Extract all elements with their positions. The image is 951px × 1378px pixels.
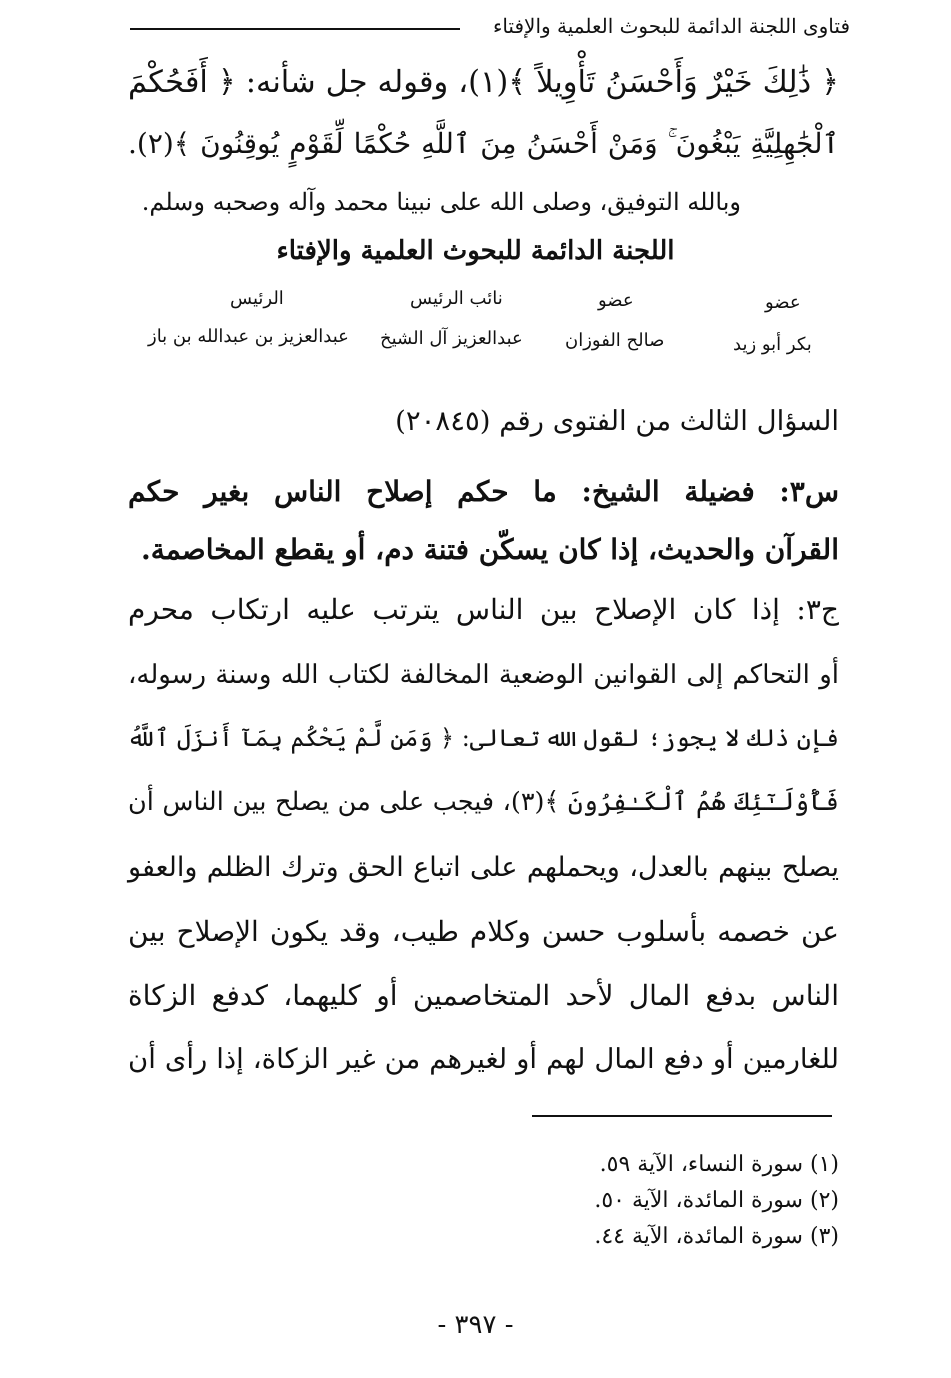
page-number: - ٣٩٧ -	[437, 1310, 514, 1340]
header-title: فتاوى اللجنة الدائمة للبحوث العلمية والإفتاء	[492, 14, 850, 38]
answer-line-2: أو التحاكم إلى القوانين الوضعية المخالفة لكتاب الله وسنة رسوله،	[128, 660, 839, 690]
role-member-1: عضو	[598, 290, 634, 311]
quran-line-1: ﴿ ذَٰلِكَ خَيْرٌ وَأَحْسَنُ تَأْوِيلاً ﴾(١)، وقوله جل شأنه: ﴿ أَفَحُكْمَ	[128, 65, 839, 100]
quran-line-2: ٱلْجَٰهِلِيَّةِ يَبْغُونَ ۚ وَمَنْ أَحْسَنُ مِنَ ٱللَّهِ حُكْمًا لِّقَوْمٍ يُوقِنُونَ ﴾(٢).	[128, 127, 839, 160]
answer-line-7: الناس بدفع المال لأحد المتخاصمين أو كليهما، كدفع الزكاة	[128, 979, 839, 1012]
answer-line-4: فَأُوْلَـٰٓئِكَ هُمُ ٱلْكَـٰفِرُونَ ﴾(٣)، فيجب على من يصلح بين الناس أن	[128, 787, 839, 817]
answer-line-3: فإن ذلك لا يجوز؛ لقول الله تعالى: ﴿ وَمَن لَّمْ يَحْكُم بِمَآ أَنزَلَ ٱللَّهُ	[127, 724, 839, 752]
footnote-separator	[532, 1115, 832, 1117]
member-name-abu-zaid: بكر أبو زيد	[733, 334, 812, 355]
answer-line-5: يصلح بينهم بالعدل، ويحملهم على اتباع الحق وترك الظلم والعفو	[128, 852, 839, 883]
header-rule	[130, 28, 460, 30]
question-line-2: القرآن والحديث، إذا كان يسكّن فتنة دم، أو يقطع المخاصمة.	[140, 533, 839, 566]
fatwa-reference: السؤال الثالث من الفتوى رقم (٢٠٨٤٥)	[395, 405, 839, 437]
answer-line-8: للغارمين أو دفع المال لهم أو لغيرهم من غير الزكاة، إذا رأى أن	[128, 1043, 839, 1075]
answer-line-1: ج٣: إذا كان الإصلاح بين الناس يترتب عليه ارتكاب محرم	[128, 593, 839, 626]
role-vice-president: نائب الرئيس	[410, 288, 503, 309]
footnote-1: (١) سورة النساء، الآية ٥٩.	[599, 1152, 839, 1177]
role-president: الرئيس	[230, 288, 284, 309]
closing-line: وبالله التوفيق، وصلى الله على نبينا محمد وآله وصحبه وسلم.	[141, 188, 741, 216]
footnote-3: (٣) سورة المائدة، الآية ٤٤.	[594, 1224, 839, 1249]
role-member-2: عضو	[765, 292, 801, 313]
answer-line-6: عن خصمه بأسلوب حسن وكلام طيب، وقد يكون الإصلاح بين	[128, 915, 839, 948]
member-name-ibn-baz: عبدالعزيز بن عبدالله بن باز	[148, 326, 349, 347]
running-header	[130, 14, 850, 44]
committee-title: اللجنة الدائمة للبحوث العلمية والإفتاء	[276, 236, 675, 266]
member-name-al-fawzan: صالح الفوزان	[565, 330, 665, 351]
footnote-2: (٢) سورة المائدة، الآية ٥٠.	[594, 1188, 839, 1213]
member-name-al-sheikh: عبدالعزيز آل الشيخ	[380, 328, 523, 349]
question-line-1: س٣: فضيلة الشيخ: ما حكم إصلاح الناس بغير حكم	[128, 475, 839, 508]
